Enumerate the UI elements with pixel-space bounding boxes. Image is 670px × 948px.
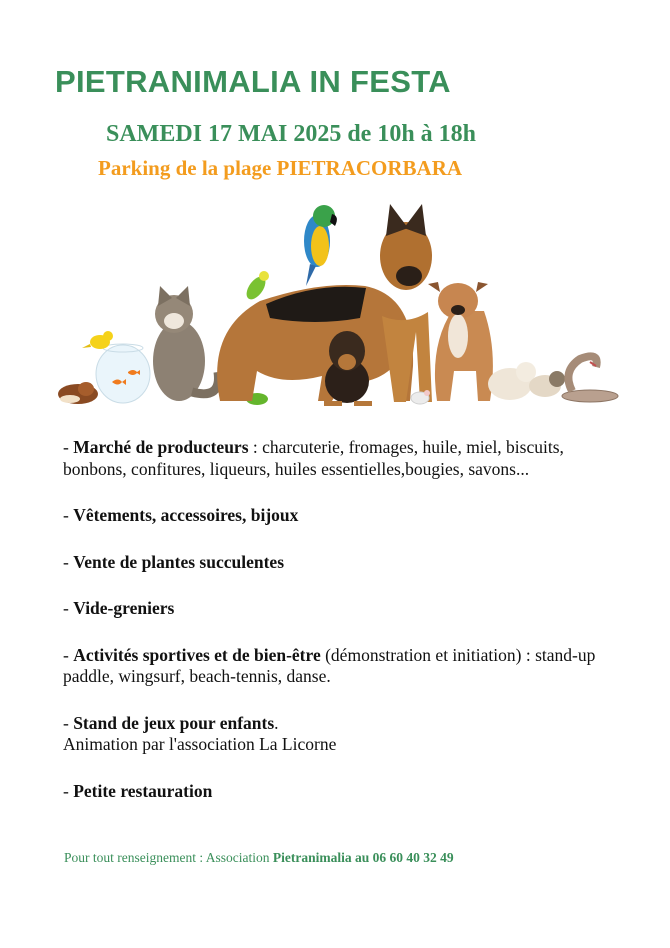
poster-title: PIETRANIMALIA IN FESTA bbox=[55, 64, 451, 99]
small-dog-icon bbox=[428, 282, 493, 401]
event-date-time: SAMEDI 17 MAI 2025 de 10h à 18h bbox=[106, 121, 477, 147]
activity-note: Animation par l'association La Licorne bbox=[63, 734, 337, 754]
pets-group-illustration bbox=[52, 196, 620, 414]
canary-icon bbox=[82, 331, 113, 349]
activity-item: - Petite restauration bbox=[63, 780, 213, 801]
mouse-icon bbox=[411, 390, 430, 404]
budgie-icon bbox=[243, 271, 269, 303]
ferret-icon bbox=[488, 362, 565, 400]
activity-item: - Vêtements, accessoires, bijoux bbox=[63, 505, 299, 525]
cat-icon bbox=[153, 286, 218, 401]
activity-item: - Activités sportives et de bien-être (démonstration et initiation) : stand-up paddle, wingsurf, beach-tennis, danse. bbox=[63, 644, 596, 686]
contact-info: Pour tout renseignement : Association Pietranimalia au 06 60 40 32 49 bbox=[64, 850, 454, 865]
activity-item: - Marché de producteurs : charcuterie, fromages, huile, miel, biscuits, bonbons, confitures, liqueurs, huiles essentielles,bougies, savons... bbox=[63, 437, 564, 479]
activity-item: - Vente de plantes succulentes bbox=[63, 551, 285, 572]
activity-item: - Stand de jeux pour enfants. Animation par l'association La Licorne bbox=[63, 712, 337, 754]
event-location: Parking de la plage PIETRACORBARA bbox=[98, 156, 463, 180]
contact-phone: Pietranimalia au 06 60 40 32 49 bbox=[272, 850, 454, 865]
activities-list bbox=[63, 437, 613, 827]
snake-icon bbox=[562, 356, 618, 402]
hamster-icon bbox=[58, 382, 98, 404]
activity-item: - Vide-greniers bbox=[63, 598, 175, 618]
fishbowl-icon bbox=[96, 344, 150, 403]
parrot-icon bbox=[304, 205, 337, 286]
